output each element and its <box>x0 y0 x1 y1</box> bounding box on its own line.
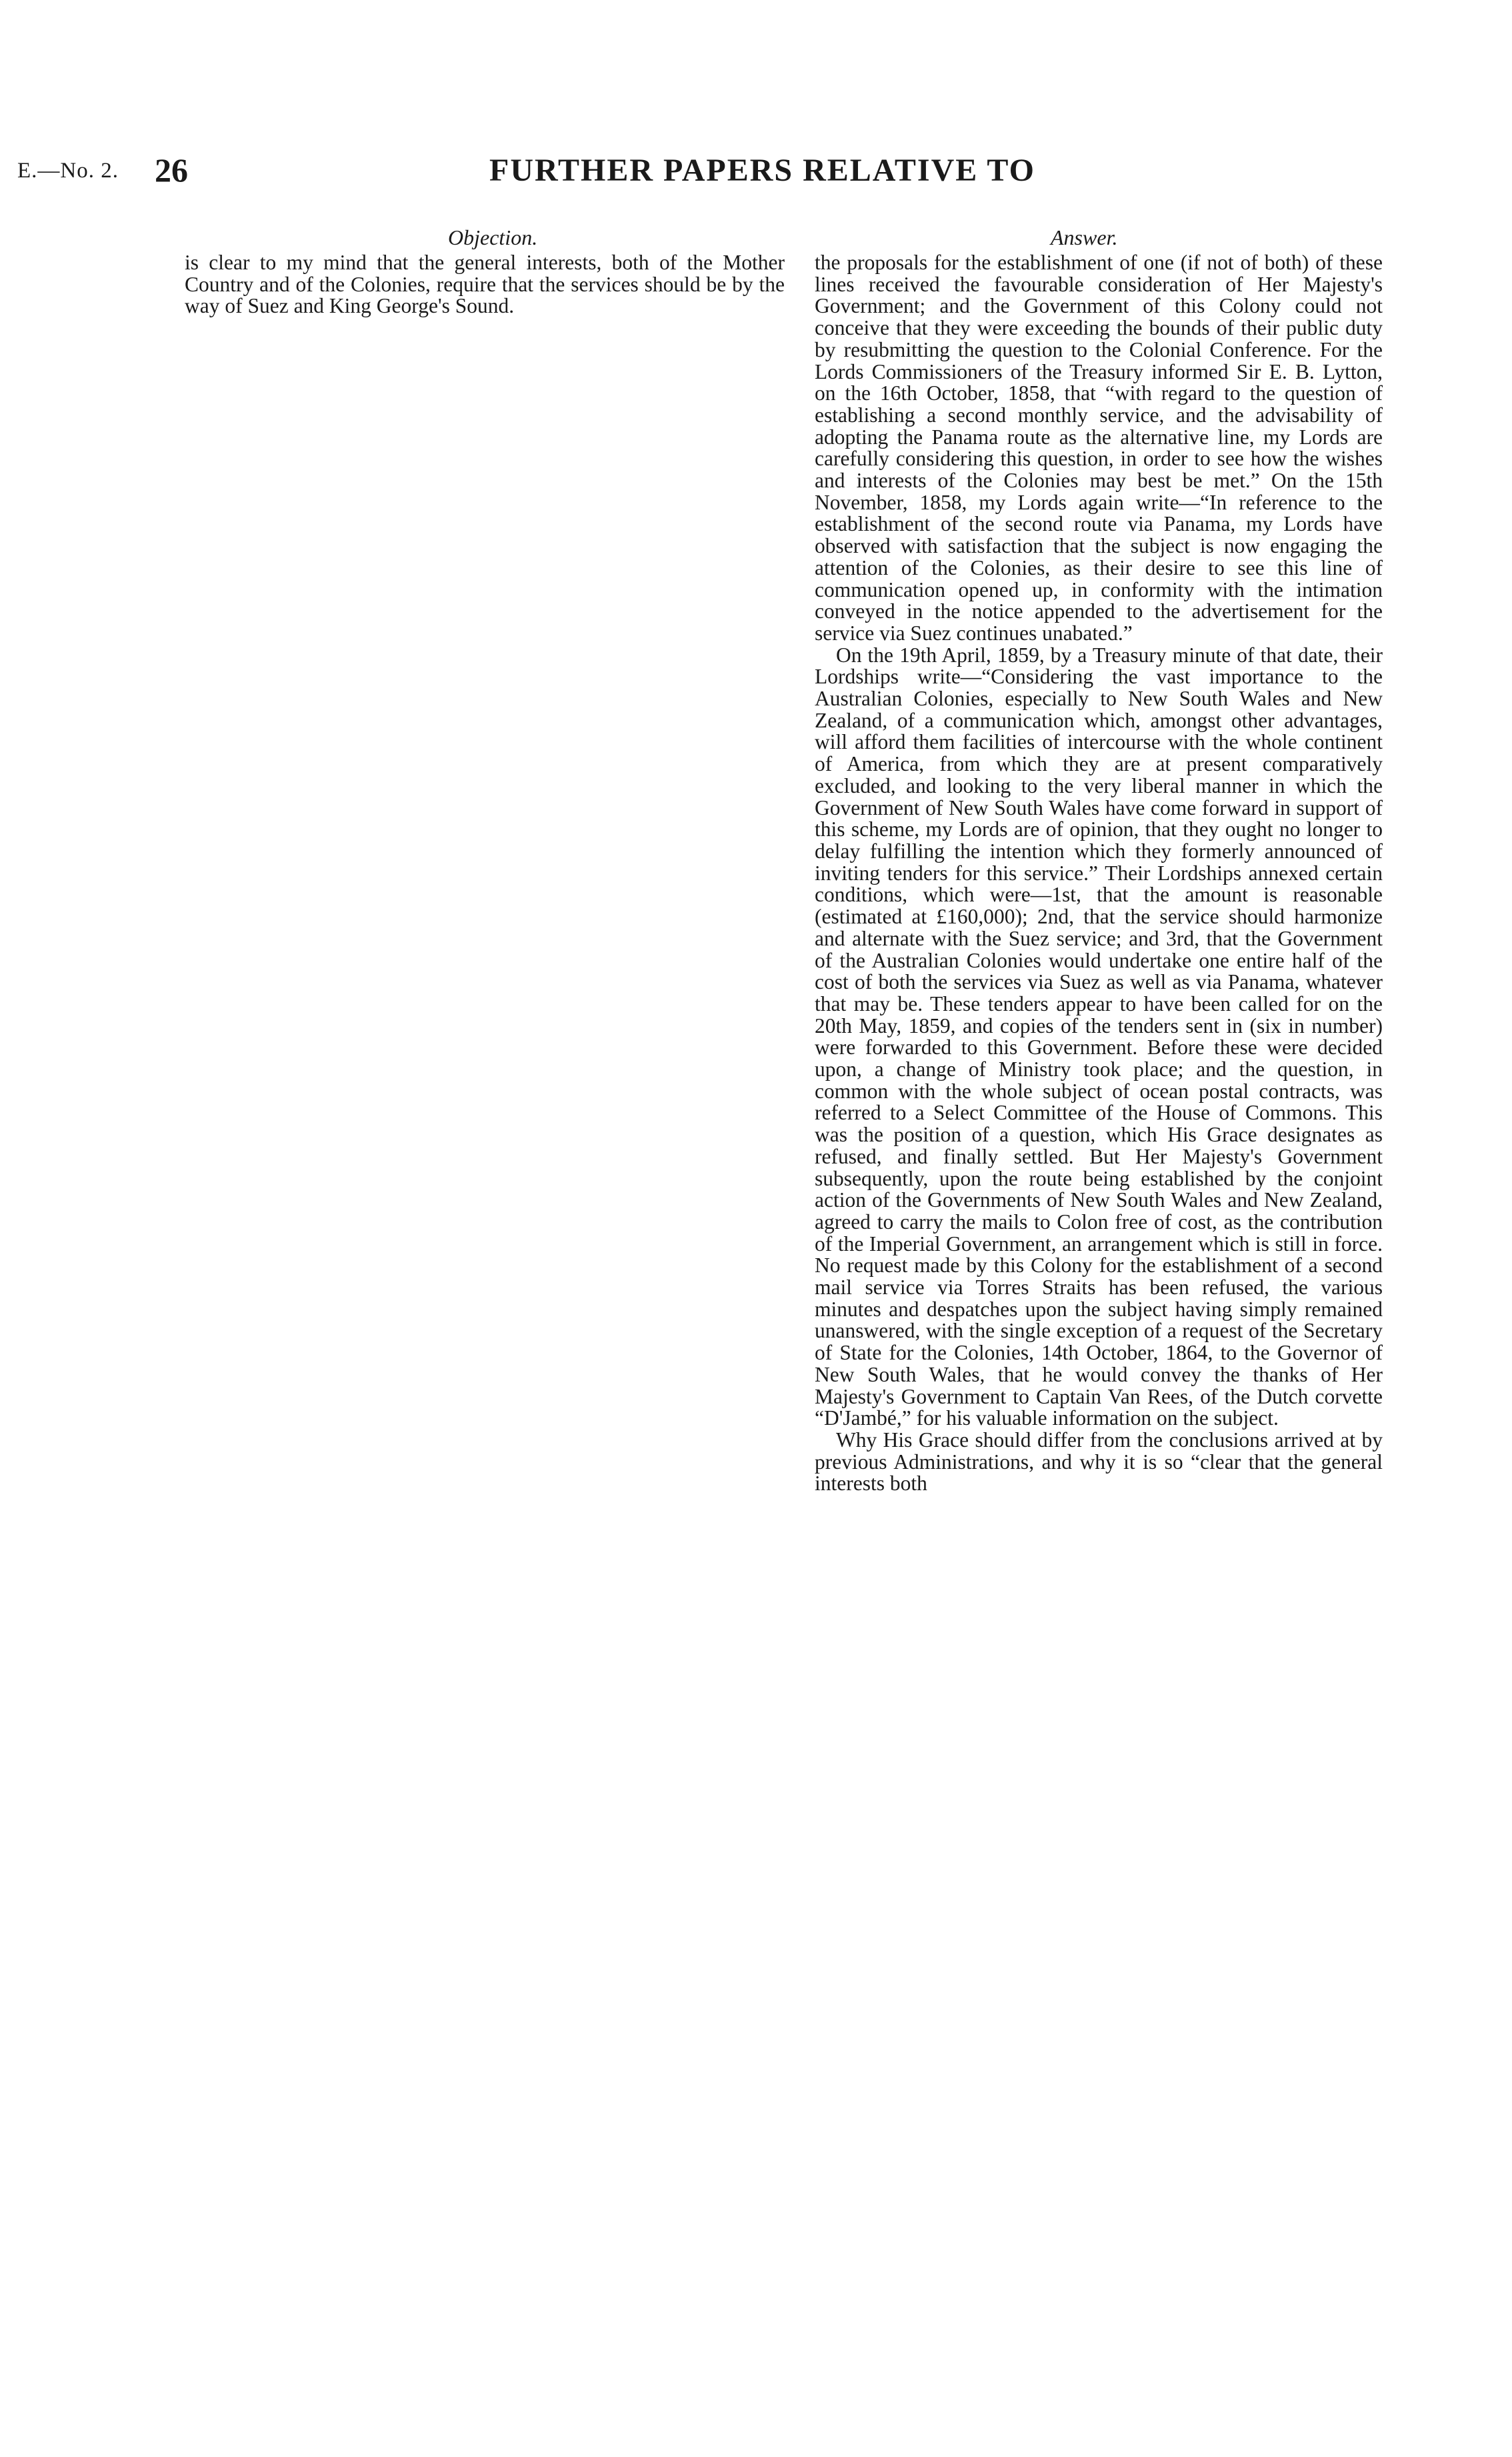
answer-paragraph: Why His Grace should differ from the conclusions arrived at by previous Administrations, and why it is so “clear that the general interests both <box>815 1428 1383 1496</box>
objection-heading: Objection. <box>448 225 538 249</box>
document-reference: E.—No. 2. <box>17 159 119 183</box>
answer-heading: Answer. <box>1051 225 1118 249</box>
answer-column <box>815 252 1383 1495</box>
answer-paragraph: the proposals for the establishment of one (if not of both) of these lines received the favourable consideration of Her Majesty's Government; and the Government of this Colony could not conceive that they were exceeding the bounds of their public duty by resubmitting the question to the Colonial Conference. For the Lords Commissioners of the Treasury informed Sir E. B. Lytton, on the 16th October, 1858, that “with regard to the question of establishing a second monthly service, and the advisability of adopting the Panama route as the alternative line, my Lords are carefully considering this question, in order to see how the wishes and interests of the Colonies may best be met.” On the 15th November, 1858, my Lords again write—“In reference to the establishment of the second route via Panama, my Lords have observed with satisfaction that the subject is now engaging the attention of the Colonies, as their desire to see this line of communication opened up, in conformity with the intimation conveyed in the notice appended to the advertisement for the service via Suez continues unabated.” <box>815 251 1383 645</box>
answer-paragraph: On the 19th April, 1859, by a Treasury minute of that date, their Lordships write—“Considering the vast importance to the Australian Colonies, especially to New South Wales and New Zealand, of a communication which, amongst other advantages, will afford them facilities of intercourse with the whole continent of America, from which they are at present comparatively excluded, and looking to the very liberal manner in which the Government of New South Wales have come forward in support of this scheme, my Lords are of opinion, that they ought no longer to delay fulfilling the intention which they formerly announced of inviting tenders for this service.” Their Lordships annexed certain conditions, which were—1st, that the amount is reasonable (estimated at £160,000); 2nd, that the service should harmonize and alternate with the Suez service; and 3rd, that the Government of the Australian Colonies would undertake one entire half of the cost of both the services via Suez as well as via Panama, whatever that may be. These tenders appear to have been called for on the 20th May, 1859, and copies of the tenders sent in (six in number) were forwarded to this Government. Before these were decided upon, a change of Ministry took place; and the question, in common with the whole subject of ocean postal contracts, was referred to a Select Committee of the House of Commons. This was the position of a question, which His Grace designates as refused, and finally settled. But Her Majesty's Government subsequently, upon the route being established by the conjoint action of the Governments of New South Wales and New Zealand, agreed to carry the mails to Colon free of cost, as the contribution of the Imperial Government, an arrangement which is still in force. No request made by this Colony for the establishment of a second mail service via Torres Straits has been refused, the various minutes and despatches upon the subject having simply remained unanswered, with the single exception of a request of the Secretary of State for the Colonies, 14th October, 1864, to the Governor of New South Wales, that he would convey the thanks of Her Majesty's Government to Captain Van Rees, of the Dutch corvette “D'Jambé,” for his valuable information on the subject. <box>815 643 1383 1430</box>
page-header <box>0 151 1512 197</box>
objection-column <box>185 252 785 317</box>
running-title: FURTHER PAPERS RELATIVE TO <box>489 153 1035 188</box>
objection-paragraph: is clear to my mind that the general interests, both of the Mother Country and of the Colonies, require that the services should be by the way of Suez and King George's Sound. <box>185 251 785 318</box>
page-number: 26 <box>155 151 188 189</box>
